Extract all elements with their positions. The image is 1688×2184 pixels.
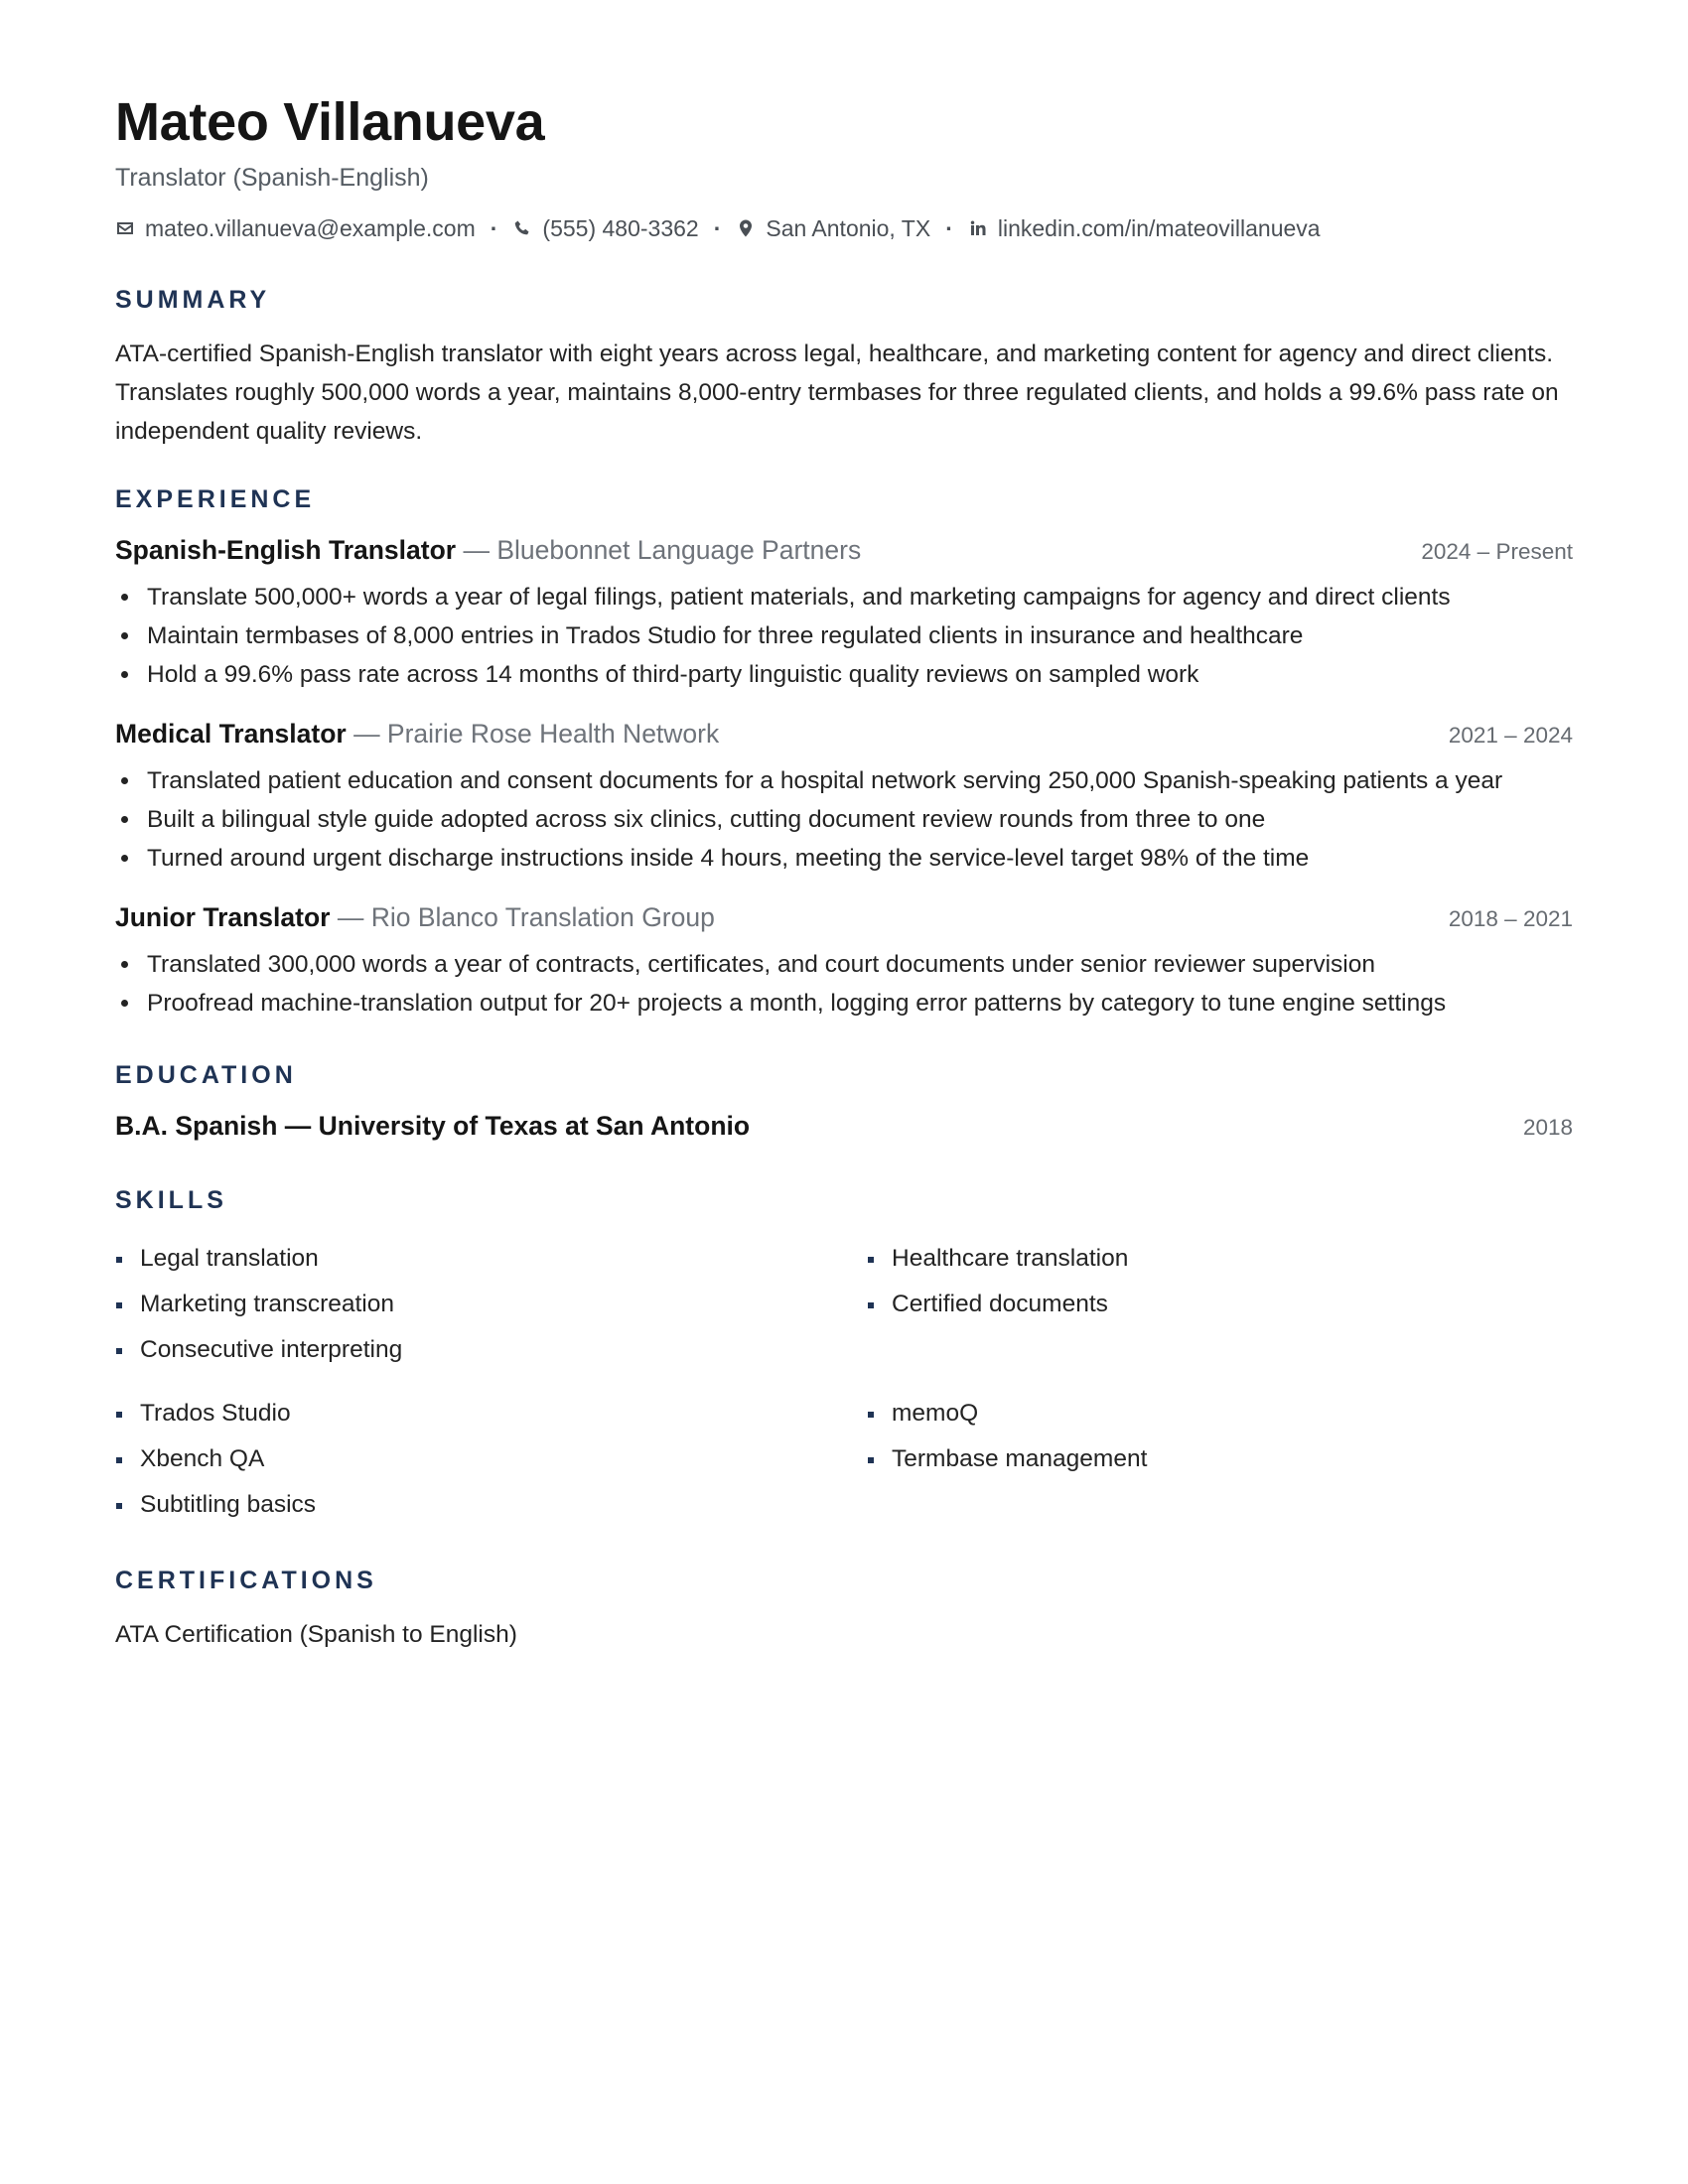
job-entry bbox=[115, 532, 1573, 694]
contact-phone-text: (555) 480-3362 bbox=[542, 215, 699, 241]
education-heading: EDUCATION bbox=[115, 1061, 297, 1089]
contact-email[interactable] bbox=[115, 212, 476, 244]
skills-group-tools bbox=[115, 1391, 1573, 1528]
skill-item: Marketing transcreation bbox=[115, 1282, 867, 1327]
contact-line bbox=[115, 212, 1573, 244]
job-company: — Rio Blanco Translation Group bbox=[330, 902, 715, 932]
education-degree: B.A. Spanish — University of Texas at San Antonio bbox=[115, 1111, 751, 1141]
job-bullet: Maintain termbases of 8,000 entries in Trados Studio for three regulated clients in insurance and healthcare bbox=[115, 616, 1573, 655]
job-header bbox=[115, 716, 1573, 753]
skills-heading: SKILLS bbox=[115, 1186, 227, 1214]
job-title-line bbox=[115, 532, 861, 568]
certifications-heading: CERTIFICATIONS bbox=[115, 1567, 377, 1594]
skill-item: Healthcare translation bbox=[867, 1236, 1562, 1282]
job-company: — Bluebonnet Language Partners bbox=[456, 535, 862, 565]
summary-heading: SUMMARY bbox=[115, 286, 271, 314]
job-dates: 2021 – 2024 bbox=[1448, 723, 1573, 748]
job-bullet: Turned around urgent discharge instructions inside 4 hours, meeting the service-level target 98% of the time bbox=[115, 839, 1573, 878]
job-title-line bbox=[115, 716, 719, 751]
job-bullet: Translated 300,000 words a year of contracts, certificates, and court documents under senior reviewer supervision bbox=[115, 945, 1573, 984]
job-bullet: Translated patient education and consent documents for a hospital network serving 250,000 Spanish-speaking patients a year bbox=[115, 761, 1573, 800]
skill-item: Trados Studio bbox=[115, 1391, 867, 1436]
job-header bbox=[115, 899, 1573, 937]
job-entry bbox=[115, 716, 1573, 878]
skill-item: Consecutive interpreting bbox=[115, 1327, 867, 1373]
job-entry bbox=[115, 899, 1573, 1023]
candidate-name: Mateo Villanueva bbox=[115, 92, 545, 152]
contact-location bbox=[736, 212, 930, 244]
certification-item: ATA Certification (Spanish to English) bbox=[115, 1621, 517, 1648]
candidate-role: Translator (Spanish-English) bbox=[115, 164, 429, 192]
job-company: — Prairie Rose Health Network bbox=[346, 719, 720, 749]
job-bullet: Translate 500,000+ words a year of legal filings, patient materials, and marketing campaigns for agency and direct clients bbox=[115, 578, 1573, 616]
skill-item: memoQ bbox=[867, 1391, 1562, 1436]
phone-icon bbox=[512, 218, 532, 238]
job-bullets bbox=[115, 945, 1573, 1023]
skill-item: Termbase management bbox=[867, 1436, 1562, 1482]
contact-linkedin[interactable] bbox=[968, 212, 1321, 244]
skill-item: Xbench QA bbox=[115, 1436, 867, 1482]
linkedin-icon bbox=[968, 218, 988, 238]
job-dates: 2018 – 2021 bbox=[1448, 906, 1573, 931]
job-bullet: Hold a 99.6% pass rate across 14 months of third-party linguistic quality reviews on sampled work bbox=[115, 655, 1573, 694]
job-role: Spanish-English Translator bbox=[115, 535, 457, 565]
job-role: Junior Translator bbox=[115, 902, 331, 932]
education-year: 2018 bbox=[1522, 1115, 1573, 1140]
job-bullets bbox=[115, 761, 1573, 878]
contact-phone[interactable] bbox=[512, 212, 698, 244]
contact-separator: · bbox=[945, 215, 953, 241]
job-role: Medical Translator bbox=[115, 719, 347, 749]
contact-separator: · bbox=[713, 215, 722, 241]
job-dates: 2024 – Present bbox=[1421, 539, 1573, 564]
summary-text: ATA-certified Spanish-English translator with eight years across legal, healthcare, and marketing content for agency and direct clients. Translates roughly 500,000 words a year, maintains 8,000-entry termbases for three regulated clients, and holds a 99.6% pass rate on independent quality reviews. bbox=[115, 341, 1559, 445]
job-bullet: Proofread machine-translation output for 20+ projects a month, logging error patterns by category to tune engine settings bbox=[115, 984, 1573, 1023]
experience-heading: EXPERIENCE bbox=[115, 485, 316, 513]
location-pin-icon bbox=[736, 218, 756, 238]
skill-item: Legal translation bbox=[115, 1236, 867, 1282]
job-title-line bbox=[115, 899, 715, 935]
job-bullets bbox=[115, 578, 1573, 694]
contact-linkedin-text: linkedin.com/in/mateovillanueva bbox=[997, 215, 1321, 241]
contact-location-text: San Antonio, TX bbox=[766, 215, 931, 241]
job-bullet: Built a bilingual style guide adopted across six clinics, cutting document review rounds from three to one bbox=[115, 800, 1573, 839]
education-entry bbox=[115, 1108, 1573, 1146]
skill-item: Certified documents bbox=[867, 1282, 1562, 1327]
job-header bbox=[115, 532, 1573, 570]
skills-group-domains bbox=[115, 1236, 1573, 1373]
contact-separator: · bbox=[490, 215, 498, 241]
mail-icon bbox=[115, 218, 135, 238]
skill-item: Subtitling basics bbox=[115, 1482, 867, 1528]
contact-email-text: mateo.villanueva@example.com bbox=[145, 215, 476, 241]
